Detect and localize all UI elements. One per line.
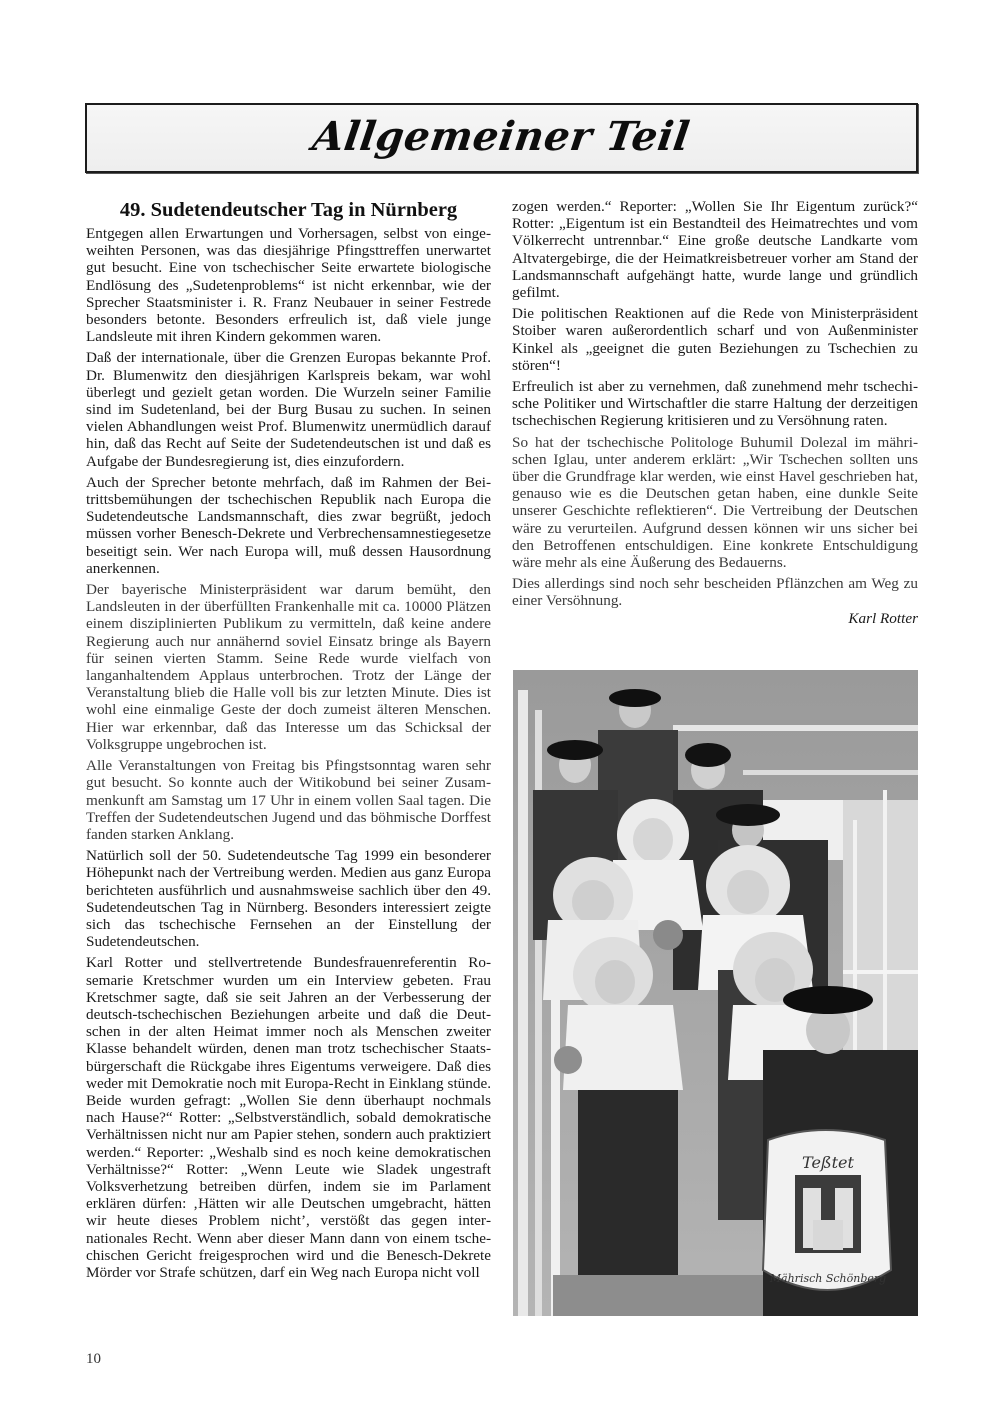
author-signature: Karl Rotter (848, 609, 918, 627)
article-paragraph: Karl Rotter und stellvertretende Bundesfrauenreferentin Rosemarie Kretschmer wurden um ein Interview gebeten. Frau Kretschmer sagte, daß sie seit Jahren an der Verbesserung der deutsch-tschechischen Beziehungen arbeite und daß die Deutschen in der alten Heimat immer noch als Menschen zweiter Klasse behandelt würden, denen man trotz tschechischer Staatsbürgerschaft die Rückgabe ihres Eigentums verweigere. Daß dies weder mit Demokratie noch mit Europa-Recht in Einklang stünde. Beide wurden gefragt: „Wollen Sie denn überhaupt nochmals nach Hause?“ Rotter: „Selbstverständlich, sobald demokratische Verhältnissen nicht nur am Papier stehen, sondern auch praktiziert werden.“ Reporter: „Weshalb sind es noch keine demokratischen Verhältnisse?“ Rotter: „Wenn Leute wie Sladek ungestraft Volksverhetzung betreiben dürfen, indem sie im Parlament erklären dürfen: ‚Hätten wir alle Deutschen umgebracht, hätten wir heute dieses Problem nicht’, verstößt das gegen internationales Recht. Wenn aber dieser Mann dann von einem tschechischen Gericht freigesprochen wird und die Benesch-Dekrete Mörder vor Strafe schützen, darf ein Weg nach Europa nicht voll (86, 954, 491, 1281)
stairs (553, 1275, 763, 1316)
article-paragraph: zogen werden.“ Reporter: „Wollen Sie Ihr Eigentum zurück?“ Rotter: „Eigentum ist ein Bestandteil des Heimatrechtes und vom Völkerrecht untrennbar.“ Eine große deutsche Landkarte vom Altvatergebirge, die der Heimatkreisbetreuer vorher am Stand der Landsmannschaft aufgehängt hatte, wurde lange und gründlich gefilmt. (512, 198, 918, 302)
sign-text-top: Teßtet (802, 1153, 854, 1172)
article-paragraph: Alle Veranstaltungen von Freitag bis Pfingstsonntag waren sehr gut besucht. So konnte auch der Witikobund bei seiner Zusammenkunft am Samstag um 17 Uhr in einem vollen Saal tagen. Die Treffen der Sudetendeutschen Jugend und das böhmische Dorffest fanden starken Anklang. (86, 757, 491, 843)
sign-text-bottom: Mährisch Schönberg (769, 1272, 887, 1285)
section-header-title: Allgemeiner Teil (310, 112, 693, 160)
group-photo-image (513, 670, 918, 1316)
article-paragraph: Natürlich soll der 50. Sudetendeutsche Tag 1999 ein besonderer Höhepunkt nach der Vertreibung werden. Medien aus ganz Europa berichteten ausführlich und ausnahmsweise sachlich über den 49. Sudetendeutschen Tag in Nürnberg. Besonders interessiert zeigte sich das tschechische Fernsehen an der Einstellung der Sudetendeutschen. (86, 847, 492, 951)
closing-text: Dies allerdings sind noch sehr bescheiden Pflänzchen am Weg zu einer Versöhnung. (512, 575, 918, 610)
article-paragraph: Entgegen allen Erwartungen und Vorhersagen, selbst von eingeweihten Personen, was das diesjährige Pfingsttreffen unerwartet gut besucht. Eine von tschechischer Seite erwartete biologische Endlösung des „Sudetenproblems“ ist nicht erkennbar, wie der Sprecher Staatsminister i. R. Franz Neubauer in seiner Festrede besonders betonte. Besonders erfreulich ist, daß viele junge Landsleute mit ihren Kindern gekommen waren. (86, 225, 491, 346)
article-paragraph: Die politischen Reaktionen auf die Rede von Ministerpräsident Stoiber waren außerordentlich scharf und von Außenminister Kinkel als „geeignet die guten Beziehungen zu Tschechien zu stören“! (512, 305, 918, 374)
article-paragraph: Daß der internationale, über die Grenzen Europas bekannte Prof. Dr. Blumenwitz den diesjährigen Karlspreis bekam, war wohl überlegt und gezielt getan worden. Die Wurzeln seiner Familie sind im Sudetenland, bei der Burg Busau zu suchen. In seinen vielen Abhandlungen weist Prof. Blumenwitz unermüdlich darauf hin, daß das Recht auf Seite der Sudetendeutschen ist und daß es Aufgabe der Bundesregierung ist, dies einzufordern. (86, 349, 491, 470)
signature-line (512, 610, 918, 627)
article-paragraph: So hat der tschechische Politologe Buhumil Dolezal im mährischen Iglau, unter anderem erklärt: „Wir Tschechen sollten uns über die Grundfrage klar werden, wie einst Havel geschrieben hat, genauso wie es die Deutschen getan haben, eine dunkle Seite unserer Geschichte reflektieren“. Die Vertreibung der Deutschen wäre zu verurteilen. Aufgrund dessen können wir uns sicher bei den Betroffenen entschuldigen. Eine konkrete Entschuldigung wäre mehr als eine Äußerung des Bedauerns. (512, 433, 918, 572)
article-paragraph: Auch der Sprecher betonte mehrfach, daß im Rahmen der Beitrittsbemühungen der tschechischen Republik nach Europa die Sudetendeutsche Landsmannschaft, dies zwar begrüßt, jedoch müssen vorher Benesch-Dekrete und Verbrechensamnestiegesetze beseitigt sein. Wer nach Europa will, muß dessen Hausordnung anerkennen. (86, 473, 491, 577)
page-number: 10 (86, 1351, 101, 1367)
article-paragraph: Der bayerische Ministerpräsident war darum bemüht, den Landsleuten in der überfüllten Frankenhalle mit ca. 10000 Plätzen einem disziplinierten Publikum zu vermitteln, daß keine andere Regierung auch nur annähernd soviel Einsatz bringe als Bayern für seinen vierten Stamm. Seine Rede wurde vielfach von langanhaltendem Applaus unterbrochen. Trotz der Länge der Veranstaltung blieb die Halle voll bis zur letzten Minute. Dies ist wohl eine einmalige Geste der doch zumeist älteren Menschen. Hier war erkennbar, daß das Interesse um das Schicksal der Volksgruppe ungebrochen ist. (86, 581, 491, 753)
group-photo (513, 670, 918, 1316)
article-title: 49. Sudetendeutscher Tag in Nürnberg (119, 199, 458, 221)
section-header-box (85, 103, 918, 173)
article-paragraph: Erfreulich ist aber zu vernehmen, daß zunehmend mehr tschechische Politiker und Wirtschaftler die starre Haltung der derzeitigen tschechischen Regierung kritisieren und zu Versöhnung raten. (512, 378, 918, 430)
coat-of-arms-sign (763, 1130, 891, 1290)
article-right-column (512, 198, 918, 627)
article-closing (512, 575, 918, 609)
article-left-column (86, 198, 491, 1285)
